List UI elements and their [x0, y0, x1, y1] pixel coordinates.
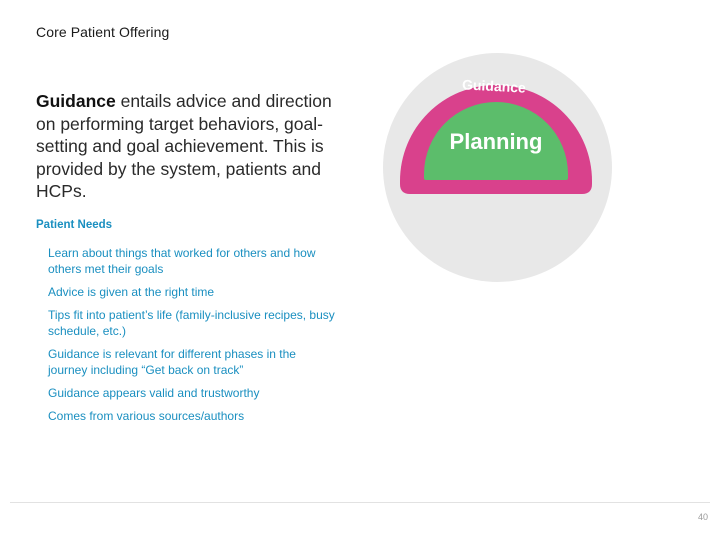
patient-need-item: Learn about things that worked for others and how others met their goals: [48, 246, 316, 276]
page-number: 40: [697, 512, 708, 522]
footer-divider: [10, 502, 710, 503]
patient-need-item: Tips fit into patient’s life (family-inclusive recipes, busy schedule, etc.): [48, 308, 335, 338]
patient-need-item: Guidance is relevant for different phases in the journey including “Get back on track”: [48, 347, 296, 377]
guidance-definition: [36, 90, 336, 203]
guidance-planning-diagram: [383, 53, 612, 282]
patient-need-item: Comes from various sources/authors: [48, 409, 245, 423]
slide-title: Core Patient Offering: [36, 24, 170, 40]
patient-needs-heading: Patient Needs: [36, 219, 113, 231]
guidance-ring-label: Guidance: [461, 76, 527, 96]
guidance-definition-text: entails advice and direction on performing target behaviors, goal-setting and goal achievement. This is provided by the system, patients and HCPs.: [36, 91, 332, 201]
patient-need-item: Advice is given at the right time: [48, 285, 215, 299]
planning-label: Planning: [449, 129, 543, 154]
patient-needs-list: [48, 245, 338, 431]
guidance-term: Guidance: [36, 91, 116, 111]
patient-need-item: Guidance appears valid and trustworthy: [48, 386, 260, 400]
